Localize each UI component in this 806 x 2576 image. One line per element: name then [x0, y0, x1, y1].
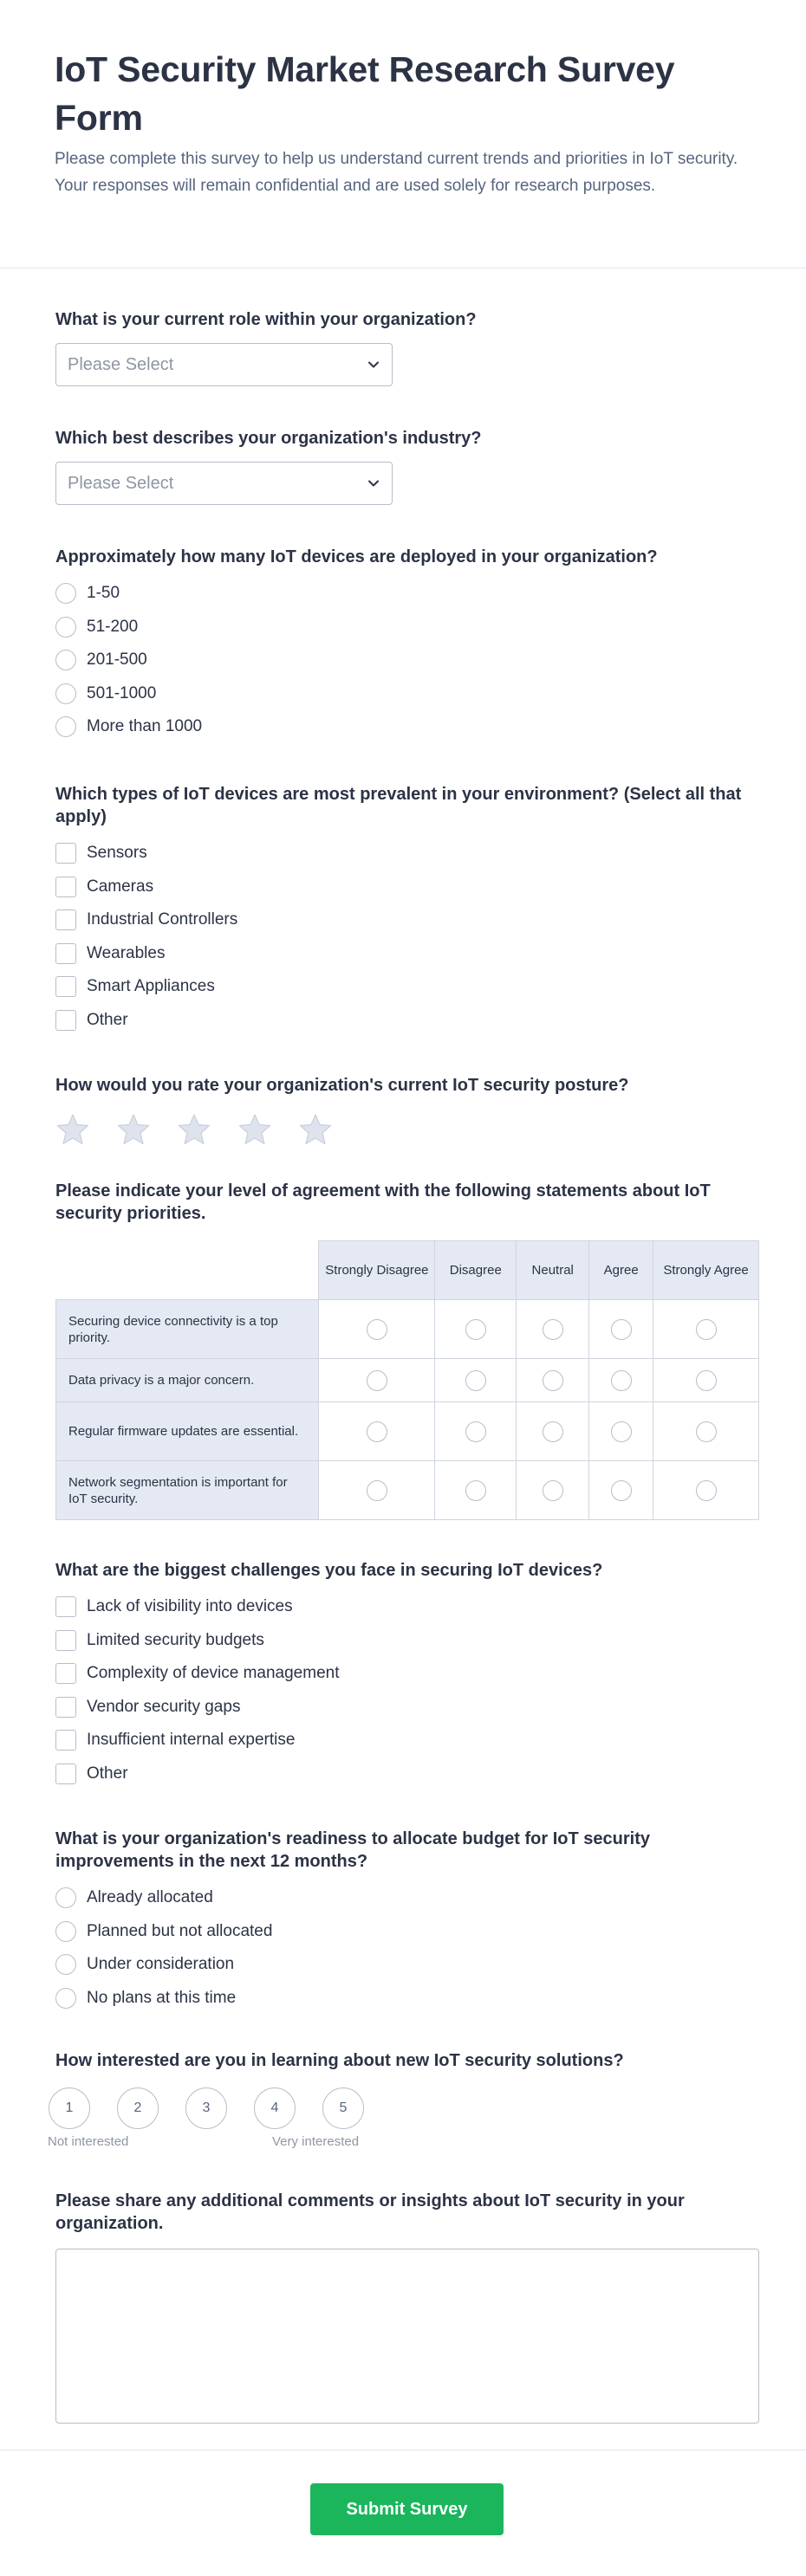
- matrix-cell[interactable]: [435, 1359, 517, 1402]
- option-label: Other: [87, 1764, 128, 1783]
- question-label: What is your organization's readiness to allocate budget for IoT security improvements in the next 12 months?: [55, 1829, 650, 1871]
- matrix-radio[interactable]: [543, 1370, 563, 1391]
- radio-option[interactable]: [55, 577, 759, 611]
- matrix-column-header: Neutral: [517, 1241, 589, 1300]
- checkbox-option[interactable]: [55, 1757, 759, 1791]
- option-label: Already allocated: [87, 1888, 213, 1907]
- radio-button[interactable]: [55, 583, 76, 604]
- matrix-radio[interactable]: [611, 1370, 632, 1391]
- checkbox[interactable]: [55, 909, 76, 930]
- radio-button[interactable]: [55, 1921, 76, 1942]
- chevron-down-icon: [367, 477, 380, 489]
- matrix-radio[interactable]: [465, 1319, 486, 1340]
- radio-button[interactable]: [55, 683, 76, 704]
- industry-select[interactable]: [55, 462, 393, 505]
- matrix-radio[interactable]: [465, 1480, 486, 1501]
- matrix-cell[interactable]: [319, 1359, 435, 1402]
- matrix-cell[interactable]: [435, 1402, 517, 1461]
- matrix-cell[interactable]: [653, 1461, 759, 1520]
- star-icon[interactable]: [237, 1112, 272, 1147]
- scale-option-1[interactable]: 1: [49, 2087, 90, 2129]
- checkbox[interactable]: [55, 1730, 76, 1751]
- matrix-cell[interactable]: [435, 1461, 517, 1520]
- option-label: Vendor security gaps: [87, 1697, 241, 1716]
- checkbox-option[interactable]: [55, 1691, 759, 1725]
- star-rating: [55, 1112, 759, 1147]
- question-industry: [55, 427, 759, 505]
- radio-option[interactable]: [55, 611, 759, 644]
- matrix-cell[interactable]: [319, 1300, 435, 1359]
- checkbox[interactable]: [55, 1010, 76, 1031]
- matrix-radio[interactable]: [696, 1370, 717, 1391]
- matrix-cell[interactable]: [589, 1402, 653, 1461]
- question-security-rating: [55, 1074, 759, 1147]
- checkbox[interactable]: [55, 843, 76, 864]
- scale-option-3[interactable]: 3: [185, 2087, 227, 2129]
- agreement-matrix: [55, 1240, 759, 1520]
- role-select[interactable]: [55, 343, 393, 386]
- checkbox-option[interactable]: [55, 970, 759, 1004]
- radio-option[interactable]: [55, 1948, 759, 1982]
- checkbox[interactable]: [55, 1764, 76, 1784]
- matrix-row: [56, 1461, 759, 1520]
- matrix-radio[interactable]: [367, 1480, 387, 1501]
- checkbox-option[interactable]: [55, 1724, 759, 1757]
- option-label: Wearables: [87, 943, 166, 962]
- radio-button[interactable]: [55, 1988, 76, 2009]
- scale-high-label: Very interested: [272, 2134, 360, 2149]
- select-placeholder: Please Select: [68, 473, 174, 493]
- checkbox[interactable]: [55, 976, 76, 997]
- matrix-column-header: Strongly Disagree: [319, 1241, 435, 1300]
- form-header: [0, 0, 806, 269]
- checkbox-option[interactable]: [55, 1624, 759, 1658]
- matrix-cell[interactable]: [589, 1359, 653, 1402]
- option-label: 51-200: [87, 617, 139, 636]
- question-agreement-matrix: [55, 1180, 759, 1520]
- checkbox[interactable]: [55, 1630, 76, 1651]
- radio-button[interactable]: [55, 617, 76, 638]
- scale-rating: [49, 2087, 759, 2129]
- matrix-row-header: Securing device connectivity is a top priority.: [56, 1300, 319, 1359]
- matrix-cell[interactable]: [517, 1359, 589, 1402]
- matrix-radio[interactable]: [465, 1370, 486, 1391]
- question-budget-readiness: [55, 1828, 759, 2015]
- question-label: Please indicate your level of agreement with the following statements about IoT security priorities.: [55, 1181, 711, 1223]
- form-description: Please complete this survey to help us understand current trends and priorities in IoT security. Your responses will remain confidential and are used solely for research purposes.: [55, 150, 738, 195]
- matrix-radio[interactable]: [611, 1421, 632, 1442]
- option-label: 1-50: [87, 584, 120, 603]
- radio-option[interactable]: [55, 1915, 759, 1949]
- question-device-count: [55, 546, 759, 744]
- radio-option[interactable]: [55, 644, 759, 677]
- option-label: More than 1000: [87, 717, 203, 736]
- scale-option-5[interactable]: 5: [322, 2087, 364, 2129]
- radio-option[interactable]: [55, 1982, 759, 2016]
- matrix-cell[interactable]: [517, 1461, 589, 1520]
- scale-option-2[interactable]: 2: [117, 2087, 159, 2129]
- checkbox-option[interactable]: [55, 903, 759, 937]
- matrix-cell[interactable]: [319, 1461, 435, 1520]
- option-label: No plans at this time: [87, 1988, 237, 2007]
- matrix-radio[interactable]: [696, 1421, 717, 1442]
- matrix-row-header: Network segmentation is important for IoT security.: [56, 1461, 319, 1520]
- checkbox-option[interactable]: [55, 1004, 759, 1038]
- radio-option[interactable]: [55, 677, 759, 711]
- matrix-radio[interactable]: [543, 1319, 563, 1340]
- matrix-radio[interactable]: [696, 1319, 717, 1340]
- option-label: Other: [87, 1010, 128, 1029]
- radio-option[interactable]: [55, 1881, 759, 1915]
- matrix-column-header: Disagree: [435, 1241, 517, 1300]
- scale-low-label: Not interested: [48, 2134, 129, 2149]
- matrix-radio[interactable]: [696, 1480, 717, 1501]
- matrix-corner: [56, 1241, 319, 1300]
- question-label: Approximately how many IoT devices are deployed in your organization?: [55, 547, 658, 566]
- option-label: Insufficient internal expertise: [87, 1731, 296, 1750]
- radio-button[interactable]: [55, 1887, 76, 1908]
- matrix-row: [56, 1300, 759, 1359]
- matrix-cell[interactable]: [653, 1359, 759, 1402]
- question-label: Which best describes your organization's industry?: [55, 429, 482, 448]
- matrix-radio[interactable]: [367, 1319, 387, 1340]
- form-title: IoT Security Market Research Survey Form: [55, 49, 675, 138]
- checkbox-option[interactable]: [55, 937, 759, 971]
- checkbox[interactable]: [55, 877, 76, 897]
- question-interest-scale: [48, 2049, 759, 2152]
- matrix-cell[interactable]: [589, 1300, 653, 1359]
- matrix-radio[interactable]: [465, 1421, 486, 1442]
- chevron-down-icon: [367, 359, 380, 371]
- option-label: Planned but not allocated: [87, 1921, 273, 1940]
- submit-button[interactable]: Submit Survey: [310, 2483, 504, 2535]
- matrix-radio[interactable]: [543, 1421, 563, 1442]
- select-placeholder: Please Select: [68, 354, 174, 374]
- star-icon[interactable]: [177, 1112, 211, 1147]
- matrix-cell[interactable]: [319, 1402, 435, 1461]
- matrix-cell[interactable]: [517, 1300, 589, 1359]
- option-label: Under consideration: [87, 1955, 235, 1974]
- checkbox-option[interactable]: [55, 837, 759, 871]
- option-label: 201-500: [87, 650, 147, 670]
- question-label: Which types of IoT devices are most prevalent in your environment? (Select all that apply): [55, 785, 742, 826]
- option-label: Lack of visibility into devices: [87, 1597, 293, 1616]
- checkbox[interactable]: [55, 1663, 76, 1684]
- checkbox[interactable]: [55, 1697, 76, 1718]
- option-label: Complexity of device management: [87, 1664, 340, 1683]
- matrix-column-header: Agree: [589, 1241, 653, 1300]
- option-label: Limited security budgets: [87, 1630, 264, 1649]
- star-icon[interactable]: [55, 1112, 90, 1147]
- star-icon[interactable]: [116, 1112, 151, 1147]
- matrix-cell[interactable]: [435, 1300, 517, 1359]
- matrix-cell[interactable]: [653, 1402, 759, 1461]
- checkbox[interactable]: [55, 943, 76, 964]
- form-footer: [0, 2450, 806, 2576]
- option-label: Smart Appliances: [87, 977, 215, 996]
- question-label: How would you rate your organization's current IoT security posture?: [55, 1076, 629, 1095]
- option-label: 501-1000: [87, 683, 157, 702]
- matrix-column-header: Strongly Agree: [653, 1241, 759, 1300]
- matrix-radio[interactable]: [367, 1370, 387, 1391]
- checkbox[interactable]: [55, 1596, 76, 1617]
- question-device-types: [55, 783, 759, 1037]
- comments-textarea[interactable]: [55, 2249, 759, 2424]
- scale-option-4[interactable]: 4: [254, 2087, 296, 2129]
- matrix-radio[interactable]: [543, 1480, 563, 1501]
- matrix-row: [56, 1402, 759, 1461]
- checkbox-option[interactable]: [55, 1590, 759, 1624]
- checkbox-option[interactable]: [55, 1657, 759, 1691]
- matrix-cell[interactable]: [517, 1402, 589, 1461]
- radio-button[interactable]: [55, 650, 76, 670]
- checkbox-option[interactable]: [55, 871, 759, 904]
- star-icon[interactable]: [298, 1112, 333, 1147]
- option-label: Industrial Controllers: [87, 910, 238, 929]
- matrix-cell[interactable]: [653, 1300, 759, 1359]
- matrix-radio[interactable]: [611, 1480, 632, 1501]
- radio-button[interactable]: [55, 1954, 76, 1975]
- question-label: How interested are you in learning about new IoT security solutions?: [55, 2051, 624, 2070]
- question-role: [55, 308, 759, 386]
- question-challenges: [55, 1559, 759, 1790]
- matrix-row-header: Regular firmware updates are essential.: [56, 1402, 319, 1461]
- matrix-row: [56, 1359, 759, 1402]
- radio-button[interactable]: [55, 716, 76, 737]
- question-comments: [55, 2190, 759, 2424]
- option-label: Cameras: [87, 877, 154, 896]
- question-label: What are the biggest challenges you face in securing IoT devices?: [55, 1561, 603, 1580]
- matrix-row-header: Data privacy is a major concern.: [56, 1359, 319, 1402]
- question-label: Please share any additional comments or insights about IoT security in your organization.: [55, 2191, 685, 2233]
- question-label: What is your current role within your organization?: [55, 310, 477, 329]
- radio-option[interactable]: [55, 710, 759, 744]
- matrix-cell[interactable]: [589, 1461, 653, 1520]
- option-label: Sensors: [87, 844, 147, 863]
- matrix-radio[interactable]: [611, 1319, 632, 1340]
- matrix-radio[interactable]: [367, 1421, 387, 1442]
- scale-labels: [48, 2134, 759, 2152]
